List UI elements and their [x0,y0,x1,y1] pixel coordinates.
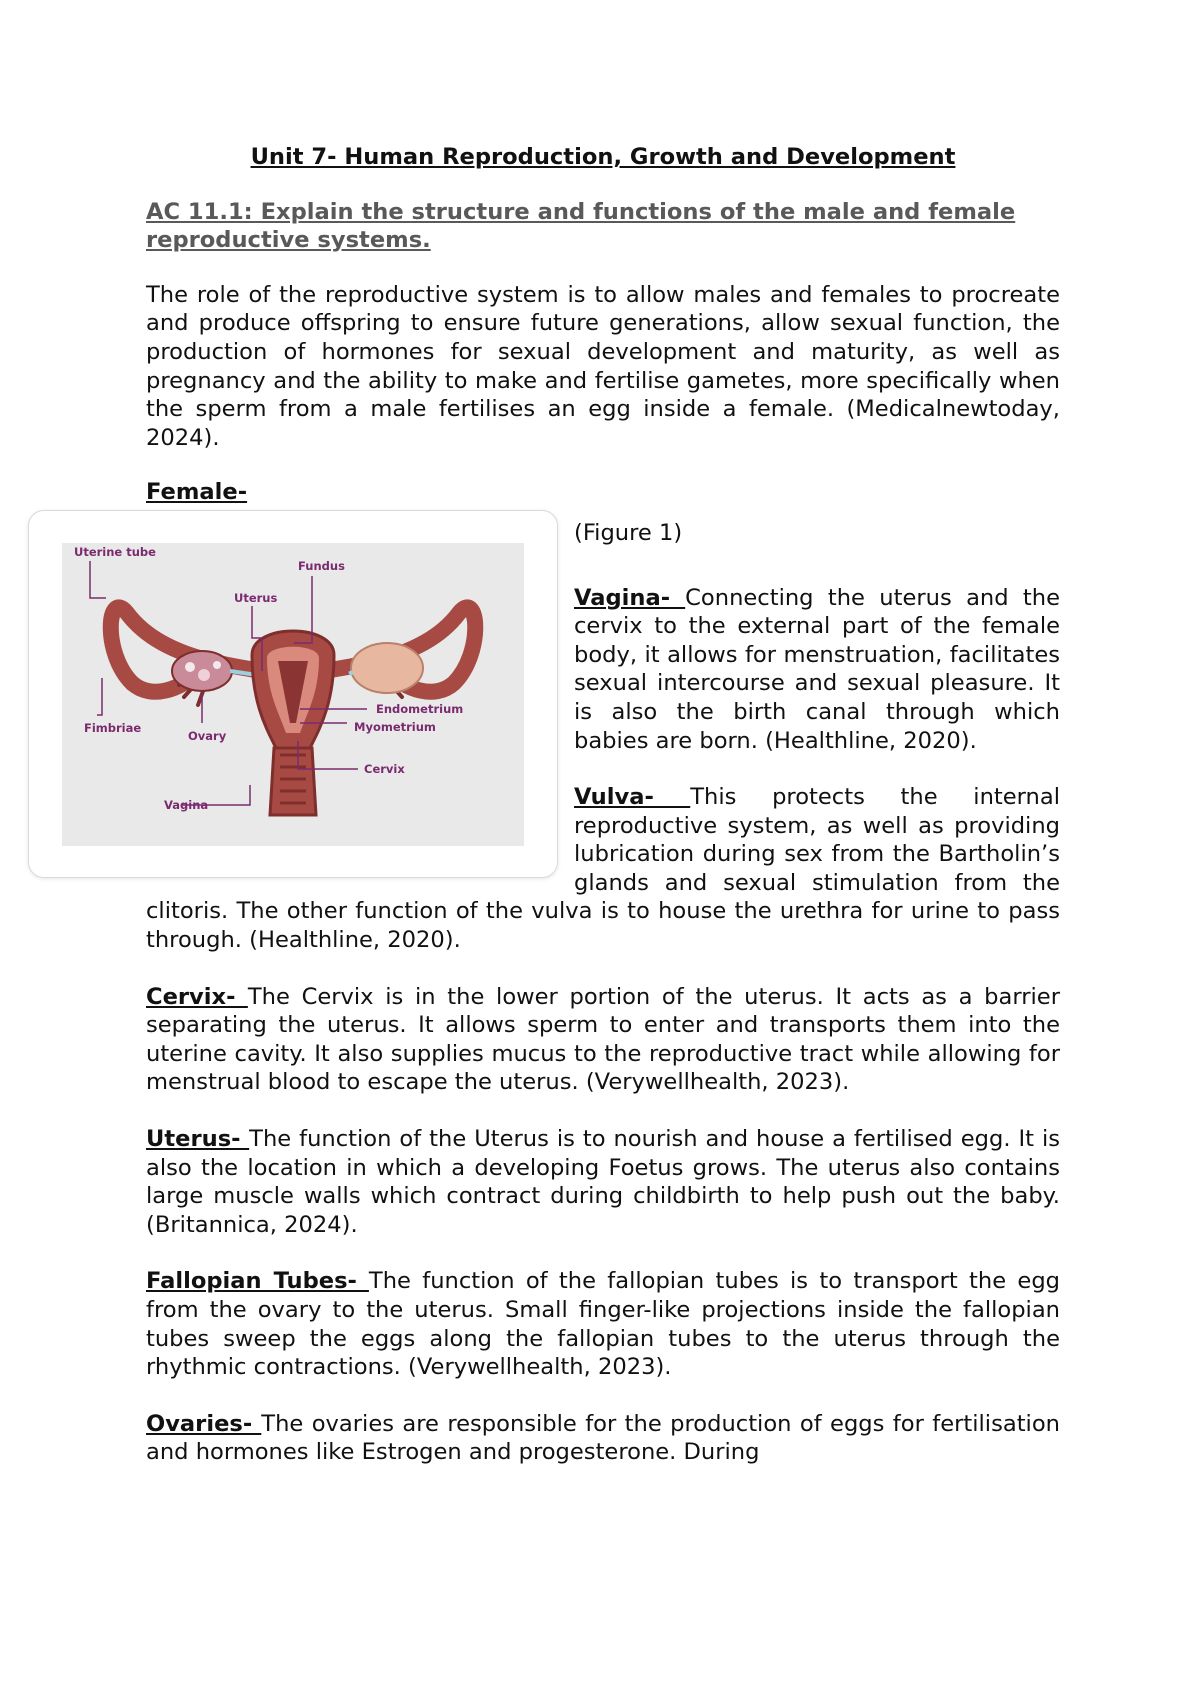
term-vulva: Vulva- [574,784,691,811]
right-ovary [351,643,423,693]
document-body [74,143,1061,1467]
section-ovaries [146,1410,1060,1467]
text-uterus: The function of the Uterus is to nourish and house a fertilised egg. It is also the location in which a developing Foetus grows. The uterus also contains large muscle walls which contract during childbirth to help push out the baby. (Britannica, 2024). [146,1126,1060,1238]
section-uterus [146,1125,1060,1239]
term-fallopian-tubes: Fallopian Tubes- [146,1268,369,1295]
figure-1-image [62,543,524,846]
intro-paragraph: The role of the reproductive system is to allow males and females to procreate and produce offspring to ensure future generations, allow sexual function, the production of hormones for sexual development and maturity, as well as pregnancy and the ability to make and fertilise gametes, more specifically when the sperm from a male fertilises an egg inside a female. (Medicalnewtoday, 2024). [146,281,1060,451]
label-ovary: Ovary [188,728,227,743]
label-endometrium: Endometrium [376,701,464,716]
section-cervix [146,983,1060,1097]
label-vagina: Vagina [164,797,209,812]
female-reproductive-diagram [62,543,524,846]
figure-caption: (Figure 1) [574,519,683,546]
figure-1-frame [28,510,558,878]
term-ovaries: Ovaries- [146,1410,262,1437]
term-vagina: Vagina- [574,584,686,611]
term-uterus: Uterus- [146,1126,250,1153]
text-cervix: The Cervix is in the lower portion of the uterus. It acts as a barrier separating the uterus. It allows sperm to enter and transports them into the uterine cavity. It also supplies mucus to the reproductive tract while allowing for menstrual blood to escape the uterus. (Verywellhealth, 2023). [146,983,1060,1096]
ac-heading: AC 11.1: Explain the structure and functions of the male and female reproductive systems. [146,198,1016,254]
vagina-shape [270,748,316,815]
label-cervix: Cervix [364,761,405,776]
label-fimbriae: Fimbriae [84,720,142,735]
text-ovaries: The ovaries are responsible for the production of eggs for fertilisation and hormones like Estrogen and progesterone. During [146,1410,1060,1466]
text-vulva: This protects the internal reproductive system, as well as providing lubrication during sex from the Bartholin’s glands and sexual stimulation from the clitoris. The other function of the vulva is to house the urethra for urine to pass through. (Healthline, 2020). [146,784,1060,954]
label-fundus: Fundus [298,558,345,573]
label-uterus: Uterus [234,590,278,605]
page-title: Unit 7- Human Reproduction, Growth and Development [250,144,956,170]
label-uterine-tube: Uterine tube [74,544,156,559]
label-myometrium: Myometrium [354,719,436,734]
text-vagina: Connecting the uterus and the cervix to the external part of the female body, it allows for menstruation, facilitates sexual intercourse and sexual pleasure. It is also the birth canal through which babies are born. (Healthline, 2020). [574,584,1060,754]
section-fallopian-tubes [146,1267,1060,1381]
text-fallopian-tubes: The function of the fallopian tubes is to transport the egg from the ovary to the uterus. Small finger-like projections inside the fallopian tubes sweep the eggs along the fallopian tubes to the uterus through the rhythmic contractions. (Verywellhealth, 2023). [146,1268,1061,1381]
term-cervix: Cervix- [146,983,248,1010]
female-heading: Female- [146,479,248,506]
